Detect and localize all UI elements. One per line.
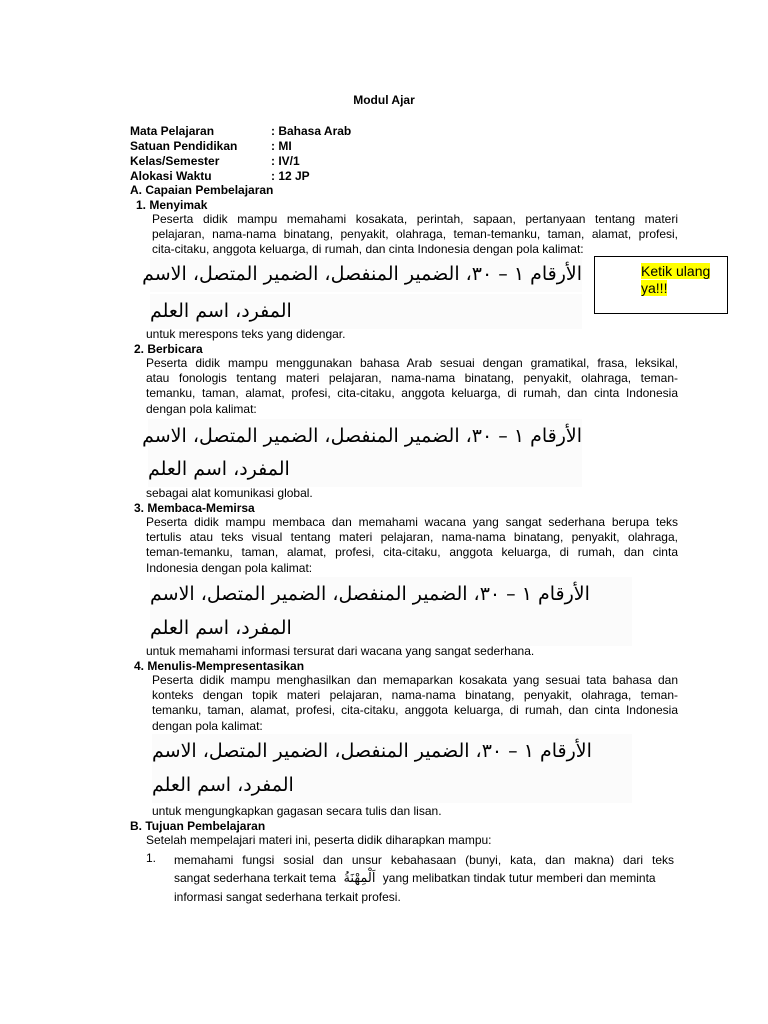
paragraph-line: Peserta didik mampu menggunakan bahasa Arab sesuai dengan gramatikal, frasa, leksikal, <box>146 356 678 370</box>
paragraph-line: konteks dengan topik materi pelajaran, nama-nama binatang, penyakit, olahraga, teman- <box>152 688 678 703</box>
paragraph-line: dengan pola kalimat: <box>146 401 257 416</box>
info-value: : IV/1 <box>271 154 300 168</box>
info-label: Mata Pelajaran <box>130 124 215 138</box>
arabic-pattern-line: الأرقام ١ – ٣٠، الضمير المنفصل، الضمير المتصل، الاسم <box>150 257 582 292</box>
page-title: Modul Ajar <box>353 93 415 107</box>
paragraph-after: untuk memahami informasi tersurat dari wacana yang sangat sederhana. <box>146 644 535 658</box>
paragraph-line: temanku, taman, alamat, profesi, cita-citaku, anggota keluarga, di rumah, dan cinta Indonesia <box>146 386 678 401</box>
list-item <box>174 851 674 906</box>
paragraph-line: dengan pola kalimat: <box>152 718 263 733</box>
paragraph-line: Peserta didik mampu menghasilkan dan memaparkan kosakata yang sesuai tata bahasa dan <box>152 673 678 687</box>
info-label: Satuan Pendidikan <box>130 139 238 153</box>
arabic-pattern-line: الأرقام ١ – ٣٠، الضمير المنفصل، الضمير المتصل، الاسم <box>150 577 632 612</box>
list-item-line: memahami fungsi sosial dan unsur kebahasaan (bunyi, kata, dan makna) dari teks <box>174 853 674 867</box>
subsection-heading: 1. Menyimak <box>136 198 208 212</box>
paragraph-line: Peserta didik mampu membaca dan memahami wacana yang sangat sederhana berupa teks <box>146 515 678 529</box>
arabic-pattern-line: المفرد، اسم العلم <box>152 768 632 803</box>
list-item-number: 1. <box>146 851 157 865</box>
paragraph-line: Peserta didik mampu memahami kosakata, perintah, sapaan, pertanyaan tentang materi <box>152 212 678 226</box>
paragraph-after: untuk mengungkapkan gagasan secara tulis dan lisan. <box>152 804 442 818</box>
paragraph <box>146 356 678 417</box>
arabic-pattern-line: الأرقام ١ – ٣٠، الضمير المنفصل، الضمير المتصل، الاسم <box>152 734 632 769</box>
paragraph-line: cita-citaku, anggota keluarga, di rumah, dan cinta Indonesia dengan pola kalimat: <box>152 242 584 257</box>
list-item-text: sangat sederhana terkait tema <box>174 871 337 885</box>
info-label: Kelas/Semester <box>130 154 220 168</box>
section-b-intro: Setelah mempelajari materi ini, peserta didik diharapkan mampu: <box>146 833 492 847</box>
paragraph-after: sebagai alat komunikasi global. <box>146 486 313 500</box>
paragraph <box>152 212 678 258</box>
paragraph <box>152 673 678 734</box>
paragraph-line: pelajaran, nama-nama binatang, penyakit, olahraga, teman-temanku, taman, alamat, profesi, <box>152 227 678 242</box>
paragraph-after: untuk merespons teks yang didengar. <box>146 327 346 341</box>
info-table <box>130 124 530 184</box>
arabic-pattern-line: المفرد، اسم العلم <box>148 452 582 487</box>
info-row <box>130 124 530 139</box>
info-value: : 12 JP <box>271 169 310 183</box>
info-row <box>130 154 530 169</box>
note-box <box>594 256 728 314</box>
arabic-term: اَلْمِهْنَةُ <box>343 871 376 886</box>
list-item-line <box>174 869 674 888</box>
info-value: : Bahasa Arab <box>271 124 352 138</box>
info-row <box>130 169 530 184</box>
paragraph-line: tertulis atau teks visual tentang materi pelajaran, nama-nama binatang, penyakit, olahraga, <box>146 530 678 545</box>
paragraph-line: teman-temanku, taman, alamat, profesi, cita-citaku, anggota keluarga, di rumah, dan cinta <box>146 545 678 560</box>
paragraph <box>146 515 678 576</box>
section-a-heading: A. Capaian Pembelajaran <box>130 183 274 197</box>
paragraph-line: Indonesia dengan pola kalimat: <box>146 560 313 575</box>
arabic-pattern-line: المفرد، اسم العلم <box>150 294 582 329</box>
list-item-line: informasi sangat sederhana terkait profesi. <box>174 890 401 904</box>
subsection-heading: 3. Membaca-Memirsa <box>134 501 255 515</box>
info-value: : MI <box>271 139 292 153</box>
arabic-pattern-line: المفرد، اسم العلم <box>150 611 632 646</box>
paragraph-line: atau fonologis tentang materi pelajaran, nama-nama binatang, penyakit, olahraga, teman- <box>146 371 678 386</box>
subsection-heading: 2. Berbicara <box>134 342 203 356</box>
section-b-heading: B. Tujuan Pembelajaran <box>130 819 266 833</box>
note-text: Ketik ulang ya!!! <box>641 263 711 296</box>
info-label: Alokasi Waktu <box>130 169 212 183</box>
list-item-text: yang melibatkan tindak tutur memberi dan meminta <box>382 871 656 885</box>
arabic-pattern-line: الأرقام ١ – ٣٠، الضمير المنفصل، الضمير المتصل، الاسم <box>148 419 582 454</box>
subsection-heading: 4. Menulis-Mempresentasikan <box>134 659 305 673</box>
paragraph-line: temanku, taman, alamat, profesi, cita-citaku, anggota keluarga, di rumah, dan cinta Indonesia <box>152 703 678 718</box>
info-row <box>130 139 530 154</box>
